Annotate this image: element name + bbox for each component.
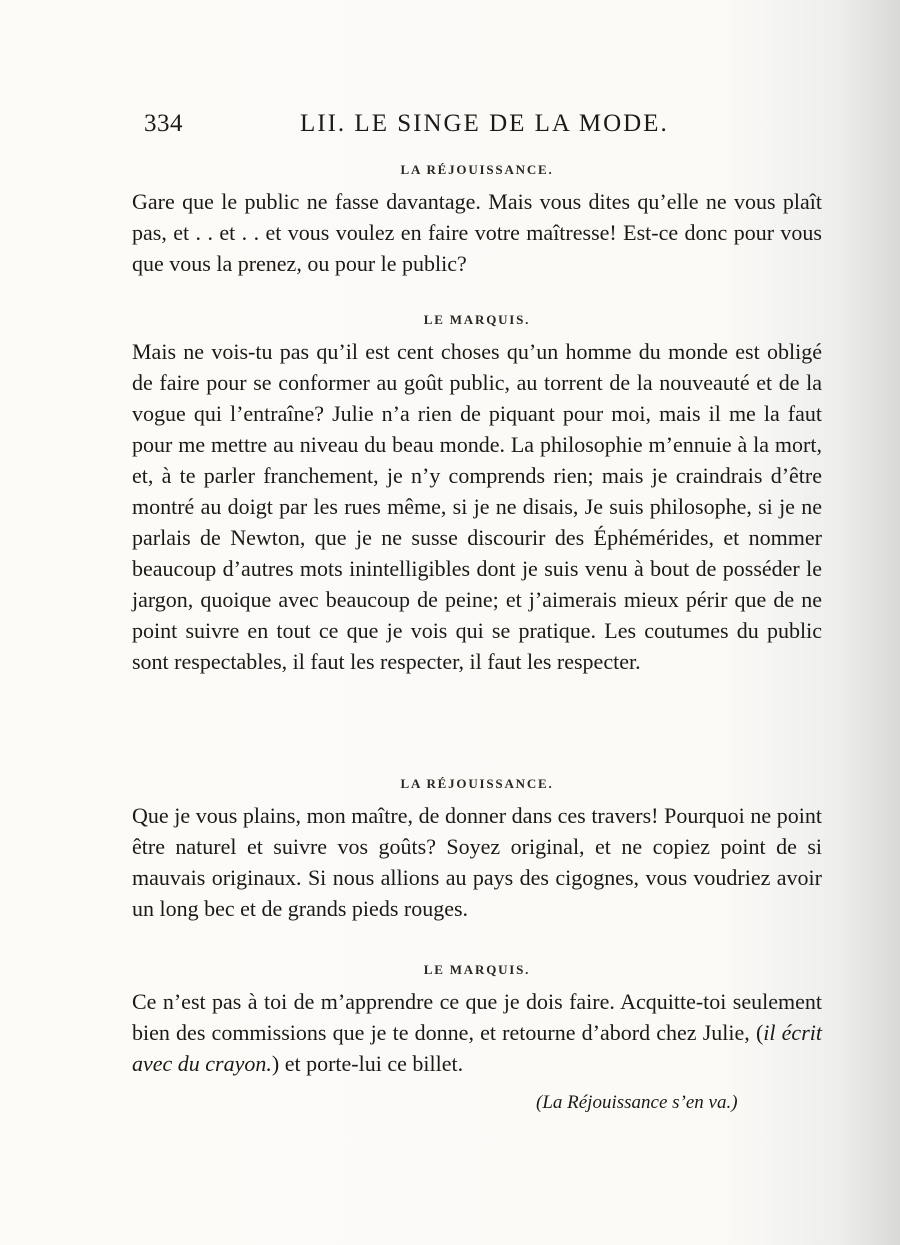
speech-1 (132, 162, 822, 279)
speaker-name: LE MARQUIS. (423, 312, 531, 327)
speech-text: Mais ne vois-tu pas qu’il est cent choses qu’un homme du monde est obligé de faire pour se conformer au goût public, au torrent de la nouveauté et de la vogue qui l’entraîne? Julie n’a rien de piquant pour moi, mais il me la faut pour me mettre au niveau du beau monde. La philosophie m’ennuie à la mort, et, à te parler franchement, je n’y comprends rien; mais je craindrais d’être montré au doigt par les rues même, si je ne disais, Je suis philosophe, si je ne parlais de Newton, que je ne susse discourir des Éphémérides, et nommer beaucoup d’autres mots inintelligibles dont je suis venu à bout de posséder le jargon, quoique avec beaucoup de peine; et j’aimerais mieux périr que de ne point suivre en tout ce que je vois qui se pratique. Les coutumes du public sont respectables, il faut les respecter, il faut les respecter. (132, 339, 822, 674)
speaker-name: LA RÉJOUISSANCE. (400, 162, 554, 177)
speaker-name: LE MARQUIS. (423, 962, 531, 977)
speech-text (132, 986, 822, 1079)
running-title: LII. LE SINGE DE LA MODE. (300, 110, 669, 137)
paren-close: ) (731, 1092, 738, 1113)
speech-text: Gare que le public ne fasse davantage. Mais vous dites qu’elle ne vous plaît pas, et . . et . . et vous voulez en faire votre maîtresse! Est-ce donc pour vous que vous la prenez, ou pour le public? (132, 189, 822, 276)
stage-direction-text: La Réjouissance s’en va. (542, 1092, 732, 1113)
page-number: 334 (144, 110, 183, 137)
page-header (140, 110, 800, 144)
speech-3 (132, 776, 822, 924)
speech-text: Que je vous plains, mon maître, de donner dans ces travers! Pourquoi ne point être naturel et suivre vos goûts? Soyez original, et ne copiez point de si mauvais originaux. Si nous allions au pays des cigognes, vous voudriez avoir un long bec et de grands pieds rouges. (132, 803, 822, 921)
speech-2 (132, 312, 822, 677)
speech-4 (132, 962, 822, 1079)
paren-open: ( (536, 1092, 543, 1113)
stage-direction-inline: il écrit avec du crayon. (132, 1020, 822, 1076)
speech-text-part: Ce n’est pas à toi de m’apprendre ce que je dois faire. Acquitte-toi seulement bien des commissions que je te donne, et retourne d’abord chez Julie, ( (132, 989, 822, 1045)
stage-direction (536, 1092, 738, 1114)
speech-text-part: ) et porte-lui ce billet. (271, 1051, 464, 1076)
speaker-name: LA RÉJOUISSANCE. (400, 776, 554, 791)
